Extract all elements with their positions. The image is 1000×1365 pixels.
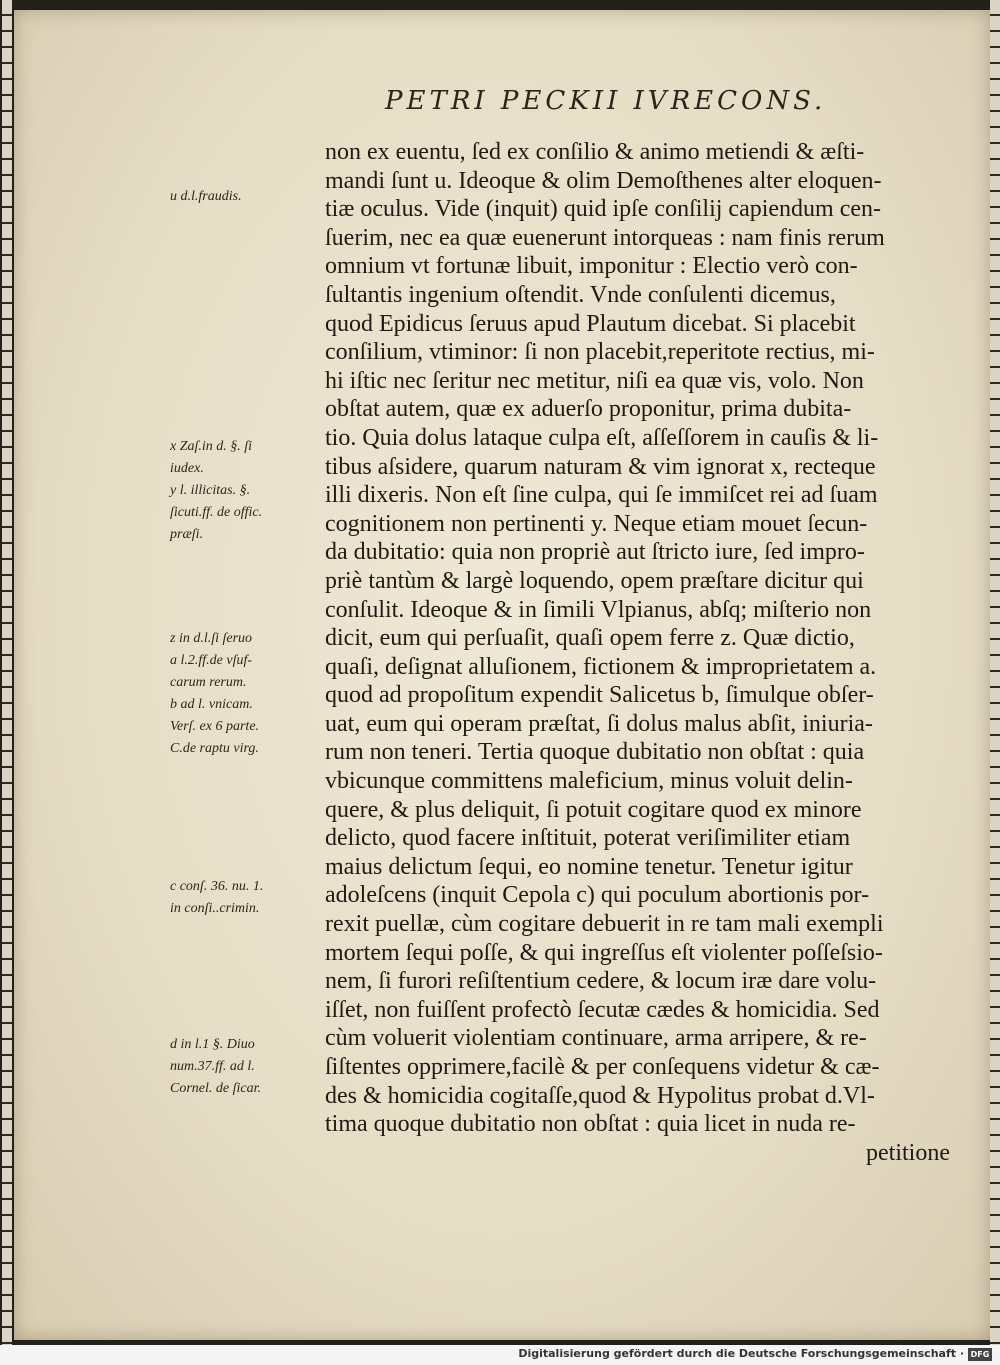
- text-line: conſulit. Ideoque & in ſimili Vlpianus, abſq; miſterio non: [325, 596, 872, 623]
- main-text-block: [325, 138, 950, 1167]
- marginal-note-y: [170, 480, 330, 546]
- marginal-note-line: Verſ. ex 6 parte.: [170, 719, 260, 734]
- text-line: conſilium, vtiminor: ſi non placebit,reperitote rectius, mi-: [325, 339, 875, 366]
- catchword: petitione: [866, 1139, 950, 1166]
- text-line: cùm voluerit violentiam continuare, arma arripere, & re-: [325, 1025, 867, 1052]
- text-line: omnium vt fortunæ libuit, imponitur : Electio verò con-: [325, 253, 858, 280]
- text-line: dicit, eum qui perſuaſit, quaſi opem ferre z. Quæ dictio,: [325, 625, 855, 652]
- footer-bar: [0, 1345, 1000, 1365]
- marginal-note-line: carum rerum.: [170, 675, 247, 690]
- text-line: quod Epidicus ſeruus apud Plautum dicebat. Si placebit: [325, 310, 856, 337]
- text-line: nem, ſi furori reſiſtentium cedere, & locum iræ dare volu-: [325, 968, 877, 995]
- text-line: tima quoque dubitatio non obſtat : quia licet in nuda re-: [325, 1111, 856, 1138]
- marginal-note-line: b ad l. vnicam.: [170, 697, 253, 712]
- text-line: tibus aſsidere, quarum naturam & vim ignorat x, recteque: [325, 453, 876, 480]
- text-line: maius delictum ſequi, eo nomine tenetur. Tenetur igitur: [325, 853, 853, 880]
- text-line: quaſi, deſignat alluſionem, fictionem & improprietatem a.: [325, 653, 877, 680]
- marginal-note-line: u d.l.fraudis.: [170, 189, 242, 204]
- dfg-logo-icon: DFG: [968, 1348, 992, 1361]
- marginal-note-line: c conſ. 36. nu. 1.: [170, 879, 264, 894]
- marginal-note-x: [170, 436, 330, 480]
- marginal-note-c: [170, 876, 330, 920]
- funding-credit: Digitalisierung gefördert durch die Deutsche Forschungsgemeinschaft ·: [518, 1347, 964, 1360]
- text-line: hi iſtic nec ſeritur nec metitur, niſi ea quæ vis, volo. Non: [325, 367, 864, 394]
- text-line: vbicunque committens maleficium, minus voluit delin-: [325, 768, 853, 795]
- text-line: tio. Quia dolus lataque culpa eſt, aſſeſſorem in cauſis & li-: [325, 424, 879, 451]
- marginal-note-line: z in d.l.ſi ſeruo: [170, 631, 253, 646]
- marginal-note-line: a l.2.ff.de vſuf-: [170, 653, 253, 668]
- marginal-note-u: [170, 186, 330, 208]
- text-line: non ex euentu, ſed ex conſilio & animo metiendi & æſti-: [325, 139, 865, 165]
- marginal-note-line: in conſi..crimin.: [170, 901, 260, 916]
- text-line: ſultantis ingenium oſtendit. Vnde conſulenti dicemus,: [325, 281, 836, 308]
- text-line: tiæ oculus. Vide (inquit) quid ipſe conſilij capiendum cen-: [325, 196, 882, 223]
- text-line: cognitionem non pertinenti y. Neque etiam mouet ſecun-: [325, 510, 868, 537]
- running-head: PETRI PECKII IVRECONS.: [385, 86, 827, 116]
- text-line: uat, eum qui operam præſtat, ſi dolus malus abſit, iniuria-: [325, 710, 873, 737]
- text-line: mandi ſunt u. Ideoque & olim Demoſthenes alter eloquen-: [325, 167, 882, 194]
- text-line: quod ad propoſitum expendit Salicetus b, ſimulque obſer-: [325, 682, 874, 709]
- marginal-note-line: præſi.: [170, 527, 204, 542]
- text-line: rum non teneri. Tertia quoque dubitatio non obſtat : quia: [325, 739, 865, 766]
- scan-ruler-right: [990, 0, 1000, 1345]
- text-line: delicto, quod facere inſtituit, poterat veriſimiliter etiam: [325, 825, 851, 852]
- text-line: obſtat autem, quæ ex aduerſo proponitur, prima dubita-: [325, 396, 852, 423]
- marginal-note-line: num.37.ff. ad l.: [170, 1059, 255, 1074]
- marginal-note-line: C.de raptu virg.: [170, 741, 259, 756]
- text-line: priè tantùm & largè loquendo, opem præſtare dicitur qui: [325, 567, 864, 594]
- text-line: adoleſcens (inquit Cepola c) qui poculum abortionis por-: [325, 882, 870, 909]
- text-line: rexit puellæ, cùm cogitare debuerit in re tam mali exempli: [325, 911, 884, 938]
- text-line: ſiſtentes opprimere,facilè & per conſequens videtur & cæ-: [325, 1054, 880, 1080]
- marginal-note-z: [170, 628, 330, 760]
- text-line: iſſet, non fuiſſent profectò ſecutæ cædes & homicidia. Sed: [325, 996, 880, 1023]
- marginal-note-line: x Zaſ.in d. §. ſi: [170, 439, 253, 454]
- marginal-note-line: y l. illicitas. §.: [170, 483, 251, 498]
- marginal-note-line: iudex.: [170, 461, 204, 476]
- marginal-note-d: [170, 1034, 330, 1100]
- text-line: da dubitatio: quia non propriè aut ſtricto iure, ſed impro-: [325, 539, 865, 566]
- text-line: des & homicidia cogitaſſe,quod & Hypolitus probat d.Vl-: [325, 1082, 875, 1109]
- marginal-note-line: Cornel. de ſicar.: [170, 1081, 261, 1096]
- scan-ruler-left: [2, 0, 12, 1345]
- text-line: ſuerim, nec ea quæ euenerunt intorqueas : nam finis rerum: [325, 224, 885, 251]
- marginal-note-line: ſicuti.ff. de offic.: [170, 505, 263, 520]
- text-line: illi dixeris. Non eſt ſine culpa, qui ſe immiſcet rei ad ſuam: [325, 482, 878, 509]
- text-line: mortem ſequi poſſe, & qui ingreſſus eſt violenter poſſeſsio-: [325, 939, 883, 966]
- marginal-note-line: d in l.1 §. Diuo: [170, 1037, 255, 1052]
- text-line: quere, & plus deliquit, ſi potuit cogitare quod ex minore: [325, 796, 862, 823]
